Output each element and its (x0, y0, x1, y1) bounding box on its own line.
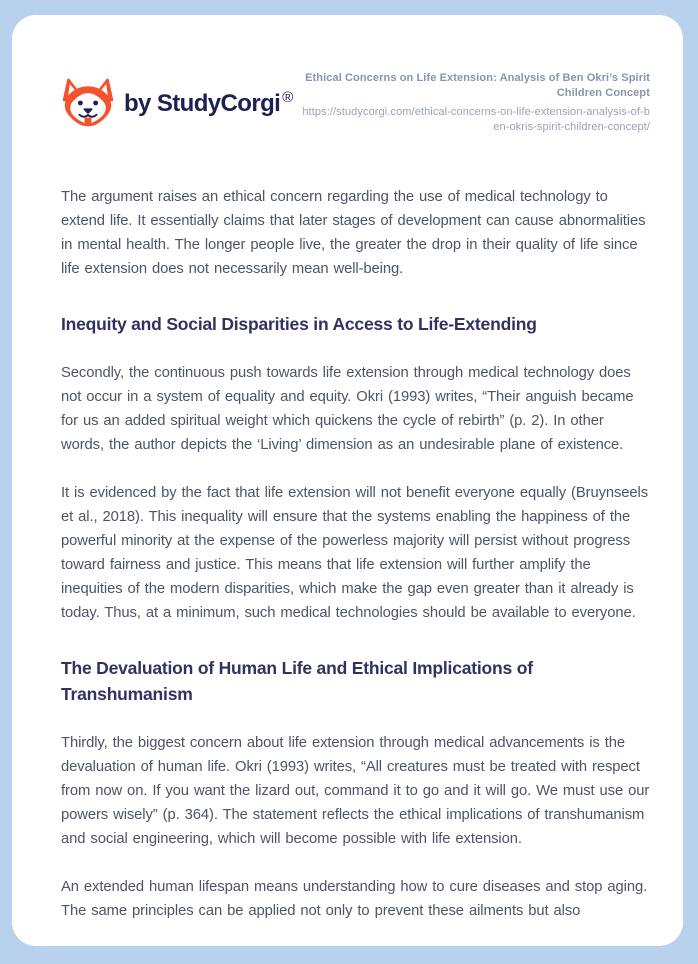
paragraph-argument-ethical-concern: The argument raises an ethical concern regarding the use of medical technology to extend life. It essentially claims that later stages of development can cause abnormalities in mental health. The longer people live, the greater the drop in their quality of life since life extension does not necessarily mean well-being. (61, 189, 646, 277)
document-url-link[interactable]: https://studycorgi.com/ethical-concerns-on-life-extension-analysis-of-ben-okris-spirit-children-concept/ (302, 106, 650, 133)
paragraph-life-extension-inequality: It is evidenced by the fact that life extension will not benefit everyone equally (Bruynseels et al., 2018). This inequality will ensure that the systems enabling the happiness of the powerful minority at the expense of the powerless majority will persist without progress toward fairness and justice. This means that life extension will further amplify the inequities of the modern disparities, which make the gap even greater than it already is today. Thus, at a minimum, such medical technologies should be available to everyone. (61, 485, 649, 621)
document-card (12, 15, 683, 946)
heading-devaluation-human-life: The Devaluation of Human Life and Ethical Implications of Transhumanism (61, 658, 533, 704)
registered-trademark-mark: ® (282, 88, 293, 106)
brand-text: by StudyCorgi ® (124, 88, 293, 117)
document-header (61, 71, 650, 135)
paragraph-devaluation-of-human-life: Thirdly, the biggest concern about life extension through medical advancements is the devaluation of human life. Okri (1993) writes, “All creatures must be treated with respect from now on. If you want the lizard out, command it to go and it will go. We must use our powers wisely” (p. 364). The statement reflects the ethical implications of transhumanism and social engineering, which will become possible with life extension. (61, 735, 650, 847)
document-meta (298, 71, 650, 135)
studycorgi-logo[interactable] (61, 77, 293, 129)
paragraph-push-towards-life-extension: Secondly, the continuous push towards life extension through medical technology does not occur in a system of equality and equity. Okri (1993) writes, “Their anguish became for us an added spiritual weight which quickens the cycle of rebirth” (p. 2). In other words, the author depicts the ‘Living’ dimension as an undesirable plane of existence. (61, 365, 634, 453)
corgi-logo-icon (61, 77, 115, 129)
paragraph-extended-human-lifespan: An extended human lifespan means understanding how to cure diseases and stop aging. The same principles can be applied not only to prevent these ailments but also (61, 879, 648, 919)
heading-inequity-social-disparities: Inequity and Social Disparities in Access to Life-Extending (61, 314, 537, 334)
document-title: Ethical Concerns on Life Extension: Analysis of Ben Okri’s Spirit Children Concept (305, 72, 650, 99)
article-body (61, 185, 650, 923)
